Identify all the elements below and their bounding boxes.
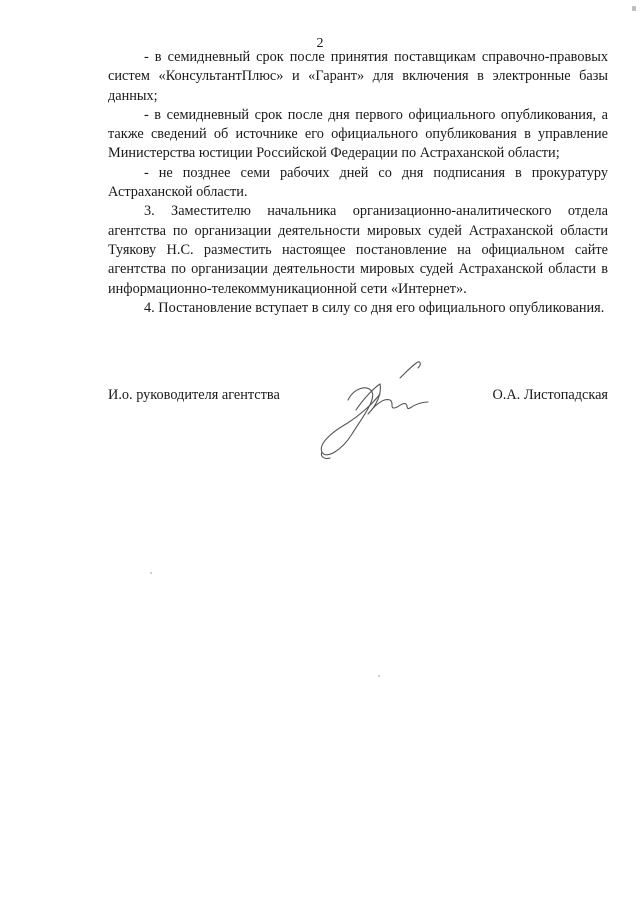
document-body [108, 48, 608, 318]
scan-speck [632, 6, 636, 11]
signatory-name: О.А. Листопадская [492, 387, 608, 403]
handwritten-signature-icon [310, 348, 450, 468]
paragraph-publication-legal-systems: - в семидневный срок после принятия поставщикам справочно-правовых систем «КонсультантПлюс» и «Гарант» для включения в электронные базы данных; [108, 49, 608, 104]
paragraph-ministry-of-justice: - в семидневный срок после дня первого официального опубликования, а также сведений об источнике его официального опубликования в управление Министерства юстиции Российской Федерации по Астраханской области; [108, 106, 608, 162]
paragraph-item-3-website: 3. Заместителю начальника организационно-аналитического отдела агентства по организации деятельности мировых судей Астраханской области Туякову Н.С. разместить настоящее постановление на официальном сайте агентства по организации деятельности мировых судей Астраханской области в информационно-телекоммуникационной сети «Интернет». [108, 203, 608, 297]
paragraph-item-4-effective-date: 4. Постановление вступает в силу со дня его официального опубликования. [144, 299, 605, 316]
scan-speck [150, 572, 152, 574]
signature-stroke-flourish [400, 362, 420, 378]
paragraph-prosecutor-office: - не позднее семи рабочих дней со дня подписания в прокуратуру Астраханской области. [108, 164, 608, 201]
signatory-role: И.о. руководителя агентства [108, 387, 280, 403]
signature-stroke-main [321, 388, 380, 455]
scan-speck [378, 675, 380, 677]
page-number: 2 [316, 36, 324, 51]
signature-stroke-loop [356, 384, 428, 414]
